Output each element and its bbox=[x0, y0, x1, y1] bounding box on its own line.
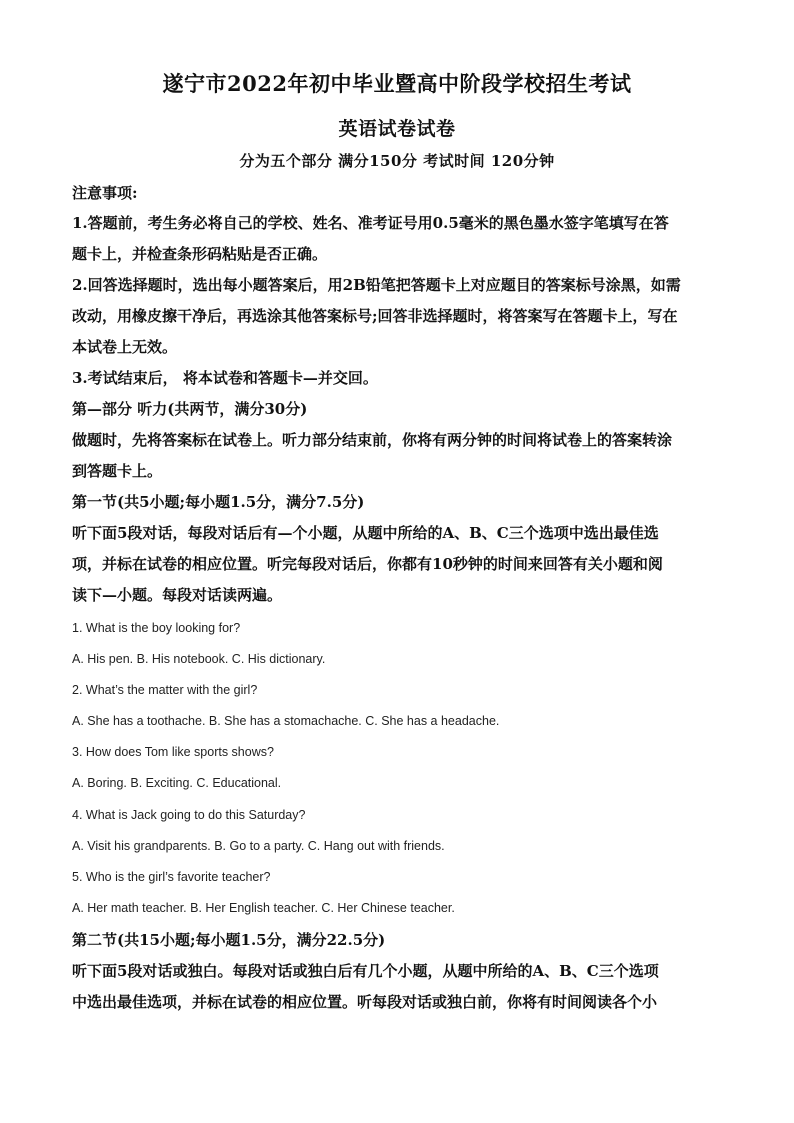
notice-heading: 注意事项: bbox=[72, 184, 138, 202]
question-options: A. Boring. B. Exciting. C. Educational. bbox=[72, 776, 282, 790]
part1-intro-line: 做题时，先将答案标在试卷上。听力部分结束前，你将有两分钟的时间将试卷上的答案转涂 bbox=[72, 431, 673, 449]
question-text: 4. What is Jack going to do this Saturday? bbox=[72, 808, 306, 822]
exam-info: 分为五个部分 满分150分 考试时间 120分钟 bbox=[239, 152, 555, 170]
part1-intro-line: 到答题卡上。 bbox=[72, 462, 163, 480]
section2-intro-line: 听下面5段对话或独白。每段对话或独白后有几个小题，从题中所给的A、B、C三个选项 bbox=[72, 962, 659, 980]
question-options: A. Visit his grandparents. B. Go to a party. C. Hang out with friends. bbox=[72, 839, 445, 853]
notice-line: 改动，用橡皮擦干净后，再选涂其他答案标号;回答非选择题时，将答案写在答题卡上，写在 bbox=[72, 307, 678, 325]
question-text: 1. What is the boy looking for? bbox=[72, 621, 241, 635]
question-text: 2. What’s the matter with the girl? bbox=[72, 683, 258, 697]
notice-line: 1.答题前，考生务必将自己的学校、姓名、准考证号用0.5毫米的黑色墨水签字笔填写在答 bbox=[72, 214, 669, 232]
section1-intro-line: 听下面5段对话，每段对话后有—个小题，从题中所给的A、B、C三个选项中选出最佳选 bbox=[72, 524, 659, 542]
exam-title: 遂宁市2022年初中毕业暨高中阶段学校招生考试 bbox=[162, 71, 632, 96]
part1-heading: 第—部分 听力(共两节，满分30分) bbox=[72, 400, 308, 418]
section1-intro-line: 读下—小题。每段对话读两遍。 bbox=[72, 586, 283, 604]
exam-subtitle: 英语试卷试卷 bbox=[338, 118, 456, 140]
question-text: 3. How does Tom like sports shows? bbox=[72, 745, 274, 759]
notice-line: 3.考试结束后， 将本试卷和答题卡—并交回。 bbox=[72, 369, 378, 387]
question-options: A. His pen. B. His notebook. C. His dictionary. bbox=[72, 652, 326, 666]
section2-intro-line: 中选出最佳选项，并标在试卷的相应位置。听每段对话或独白前，你将有时间阅读各个小 bbox=[72, 993, 658, 1011]
question-text: 5. Who is the girl’s favorite teacher? bbox=[72, 870, 271, 884]
notice-line: 本试卷上无效。 bbox=[72, 338, 178, 356]
notice-line: 题卡上，并检查条形码粘贴是否正确。 bbox=[72, 245, 328, 263]
section1-heading: 第一节(共5小题;每小题1.5分，满分7.5分) bbox=[72, 493, 365, 511]
question-options: A. She has a toothache. B. She has a stomachache. C. She has a headache. bbox=[72, 714, 500, 728]
section2-heading: 第二节(共15小题;每小题1.5分，满分22.5分) bbox=[72, 931, 386, 949]
question-options: A. Her math teacher. B. Her English teacher. C. Her Chinese teacher. bbox=[72, 901, 455, 915]
section1-intro-line: 项，并标在试卷的相应位置。听完每段对话后，你都有10秒钟的时间来回答有关小题和阅 bbox=[72, 555, 663, 573]
notice-line: 2.回答选择题时，选出每小题答案后，用2B铅笔把答题卡上对应题目的答案标号涂黑，如需 bbox=[72, 276, 681, 294]
